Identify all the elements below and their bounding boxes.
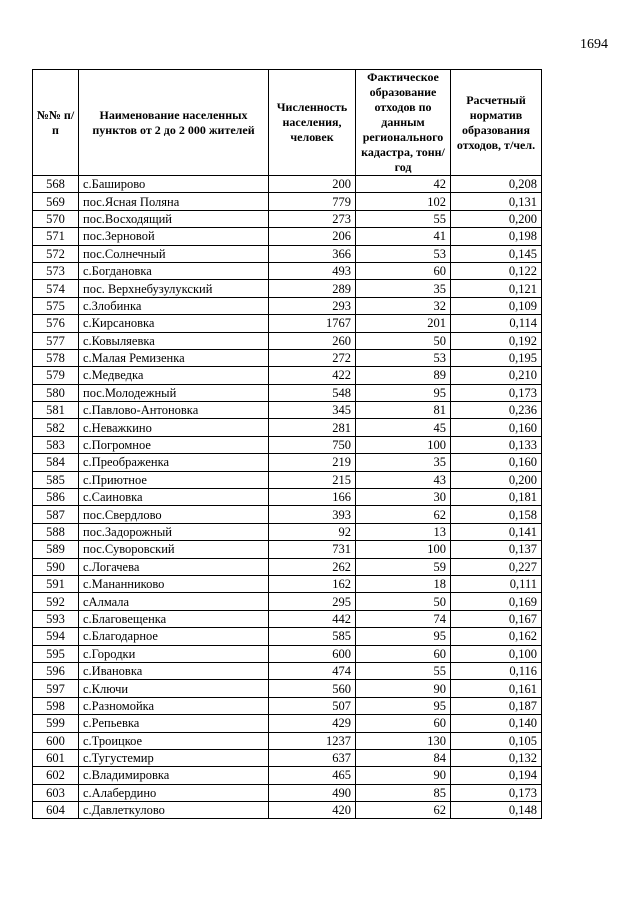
actual-waste-cell: 60 [356, 262, 451, 279]
actual-waste-cell: 32 [356, 297, 451, 314]
table-row [33, 575, 542, 592]
actual-waste-cell: 60 [356, 645, 451, 662]
table-row [33, 402, 542, 419]
table-row [33, 436, 542, 453]
waste-norm-cell: 0,195 [451, 349, 542, 366]
row-number-cell: 579 [33, 367, 79, 384]
table-row [33, 593, 542, 610]
row-number-cell: 582 [33, 419, 79, 436]
settlement-name-cell: пос.Восходящий [79, 210, 269, 227]
row-number-cell: 588 [33, 523, 79, 540]
settlement-name-cell: с.Троицкое [79, 732, 269, 749]
actual-waste-cell: 90 [356, 680, 451, 697]
waste-norm-cell: 0,169 [451, 593, 542, 610]
row-number-cell: 568 [33, 176, 79, 193]
row-number-cell: 578 [33, 349, 79, 366]
row-number-cell: 574 [33, 280, 79, 297]
population-cell: 295 [269, 593, 356, 610]
actual-waste-cell: 81 [356, 402, 451, 419]
population-cell: 289 [269, 280, 356, 297]
population-cell: 493 [269, 262, 356, 279]
waste-norm-cell: 0,200 [451, 471, 542, 488]
actual-waste-cell: 85 [356, 784, 451, 801]
population-cell: 585 [269, 628, 356, 645]
row-number-cell: 576 [33, 315, 79, 332]
waste-norm-cell: 0,167 [451, 610, 542, 627]
waste-norm-cell: 0,133 [451, 436, 542, 453]
table-row [33, 767, 542, 784]
settlement-name-cell: с.Злобинка [79, 297, 269, 314]
population-cell: 1237 [269, 732, 356, 749]
header-waste-norm: Расчетный норматив образования отходов, т/чел. [451, 70, 542, 176]
waste-norm-cell: 0,145 [451, 245, 542, 262]
population-cell: 260 [269, 332, 356, 349]
waste-norm-cell: 0,173 [451, 784, 542, 801]
actual-waste-cell: 74 [356, 610, 451, 627]
table-row [33, 523, 542, 540]
population-cell: 548 [269, 384, 356, 401]
population-cell: 507 [269, 697, 356, 714]
waste-norm-cell: 0,116 [451, 662, 542, 679]
actual-waste-cell: 130 [356, 732, 451, 749]
population-cell: 393 [269, 506, 356, 523]
population-cell: 272 [269, 349, 356, 366]
row-number-cell: 577 [33, 332, 79, 349]
table-row [33, 280, 542, 297]
row-number-cell: 581 [33, 402, 79, 419]
waste-norm-cell: 0,148 [451, 802, 542, 819]
table-row [33, 315, 542, 332]
population-cell: 429 [269, 715, 356, 732]
settlement-name-cell: с.Алабердино [79, 784, 269, 801]
actual-waste-cell: 59 [356, 558, 451, 575]
waste-norm-cell: 0,160 [451, 419, 542, 436]
population-cell: 637 [269, 749, 356, 766]
population-cell: 206 [269, 228, 356, 245]
population-cell: 366 [269, 245, 356, 262]
settlement-name-cell: с.Мананниково [79, 575, 269, 592]
waste-norm-cell: 0,161 [451, 680, 542, 697]
population-cell: 442 [269, 610, 356, 627]
waste-norm-cell: 0,131 [451, 193, 542, 210]
settlement-name-cell: с.Павлово-Антоновка [79, 402, 269, 419]
row-number-cell: 589 [33, 541, 79, 558]
settlement-name-cell: пос.Суворовский [79, 541, 269, 558]
actual-waste-cell: 13 [356, 523, 451, 540]
population-cell: 273 [269, 210, 356, 227]
settlement-name-cell: с.Медведка [79, 367, 269, 384]
settlement-name-cell: с.Богдановка [79, 262, 269, 279]
waste-norm-cell: 0,140 [451, 715, 542, 732]
table-row [33, 784, 542, 801]
waste-norm-cell: 0,187 [451, 697, 542, 714]
table-row [33, 176, 542, 193]
actual-waste-cell: 102 [356, 193, 451, 210]
settlement-name-cell: с.Городки [79, 645, 269, 662]
settlement-name-cell: с.Разномойка [79, 697, 269, 714]
actual-waste-cell: 53 [356, 349, 451, 366]
population-cell: 750 [269, 436, 356, 453]
actual-waste-cell: 50 [356, 593, 451, 610]
settlement-name-cell: с.Саиновка [79, 489, 269, 506]
actual-waste-cell: 41 [356, 228, 451, 245]
population-cell: 465 [269, 767, 356, 784]
row-number-cell: 601 [33, 749, 79, 766]
settlement-name-cell: пос.Задорожный [79, 523, 269, 540]
population-cell: 1767 [269, 315, 356, 332]
header-actual-waste: Фактическое образование отходов по данным регионального кадастра, тонн/год [356, 70, 451, 176]
population-cell: 166 [269, 489, 356, 506]
settlement-name-cell: с.Логачева [79, 558, 269, 575]
waste-norm-cell: 0,208 [451, 176, 542, 193]
settlement-name-cell: с.Ключи [79, 680, 269, 697]
settlement-name-cell: с.Благодарное [79, 628, 269, 645]
actual-waste-cell: 84 [356, 749, 451, 766]
actual-waste-cell: 35 [356, 454, 451, 471]
row-number-cell: 598 [33, 697, 79, 714]
table-row [33, 697, 542, 714]
table-row [33, 715, 542, 732]
settlement-name-cell: пос.Молодежный [79, 384, 269, 401]
row-number-cell: 575 [33, 297, 79, 314]
waste-norm-cell: 0,105 [451, 732, 542, 749]
table-row [33, 732, 542, 749]
waste-norm-cell: 0,236 [451, 402, 542, 419]
waste-norm-cell: 0,114 [451, 315, 542, 332]
actual-waste-cell: 201 [356, 315, 451, 332]
waste-norm-cell: 0,210 [451, 367, 542, 384]
population-cell: 474 [269, 662, 356, 679]
table-row [33, 541, 542, 558]
settlement-name-cell: с.Приютное [79, 471, 269, 488]
settlement-name-cell: с.Неважкино [79, 419, 269, 436]
row-number-cell: 592 [33, 593, 79, 610]
actual-waste-cell: 45 [356, 419, 451, 436]
actual-waste-cell: 35 [356, 280, 451, 297]
row-number-cell: 571 [33, 228, 79, 245]
settlement-name-cell: с.Давлеткулово [79, 802, 269, 819]
settlement-name-cell: с.Преображенка [79, 454, 269, 471]
settlement-name-cell: с.Малая Ремизенка [79, 349, 269, 366]
row-number-cell: 599 [33, 715, 79, 732]
population-cell: 345 [269, 402, 356, 419]
table-row [33, 558, 542, 575]
row-number-cell: 597 [33, 680, 79, 697]
table-row [33, 245, 542, 262]
row-number-cell: 604 [33, 802, 79, 819]
population-cell: 262 [269, 558, 356, 575]
waste-norm-cell: 0,158 [451, 506, 542, 523]
actual-waste-cell: 53 [356, 245, 451, 262]
actual-waste-cell: 90 [356, 767, 451, 784]
table-row [33, 297, 542, 314]
table-body [33, 176, 542, 819]
row-number-cell: 595 [33, 645, 79, 662]
table-row [33, 662, 542, 679]
population-cell: 92 [269, 523, 356, 540]
population-cell: 420 [269, 802, 356, 819]
table-row [33, 506, 542, 523]
row-number-cell: 594 [33, 628, 79, 645]
row-number-cell: 584 [33, 454, 79, 471]
row-number-cell: 586 [33, 489, 79, 506]
table-row [33, 193, 542, 210]
row-number-cell: 587 [33, 506, 79, 523]
waste-norm-cell: 0,122 [451, 262, 542, 279]
population-cell: 600 [269, 645, 356, 662]
actual-waste-cell: 100 [356, 541, 451, 558]
settlement-name-cell: пос.Зерновой [79, 228, 269, 245]
population-cell: 422 [269, 367, 356, 384]
settlement-name-cell: сАлмала [79, 593, 269, 610]
page-number: 1694 [580, 37, 608, 52]
actual-waste-cell: 60 [356, 715, 451, 732]
waste-norm-cell: 0,173 [451, 384, 542, 401]
settlement-name-cell: пос.Свердлово [79, 506, 269, 523]
settlement-name-cell: с.Тугустемир [79, 749, 269, 766]
population-cell: 779 [269, 193, 356, 210]
population-cell: 215 [269, 471, 356, 488]
row-number-cell: 603 [33, 784, 79, 801]
settlement-name-cell: с.Благовещенка [79, 610, 269, 627]
population-cell: 490 [269, 784, 356, 801]
population-cell: 200 [269, 176, 356, 193]
table-row [33, 610, 542, 627]
table-row [33, 384, 542, 401]
row-number-cell: 570 [33, 210, 79, 227]
table-row [33, 802, 542, 819]
waste-norm-cell: 0,160 [451, 454, 542, 471]
table-row [33, 749, 542, 766]
waste-norm-cell: 0,132 [451, 749, 542, 766]
waste-norm-cell: 0,192 [451, 332, 542, 349]
settlement-name-cell: пос. Верхнебузулукский [79, 280, 269, 297]
row-number-cell: 569 [33, 193, 79, 210]
table-row [33, 628, 542, 645]
waste-norm-cell: 0,181 [451, 489, 542, 506]
waste-norm-cell: 0,109 [451, 297, 542, 314]
waste-norm-table [32, 69, 542, 819]
population-cell: 281 [269, 419, 356, 436]
header-number: №№ п/п [33, 70, 79, 176]
settlement-name-cell: пос.Ясная Поляна [79, 193, 269, 210]
actual-waste-cell: 89 [356, 367, 451, 384]
waste-norm-cell: 0,162 [451, 628, 542, 645]
population-cell: 162 [269, 575, 356, 592]
population-cell: 219 [269, 454, 356, 471]
table-row [33, 489, 542, 506]
table-row [33, 262, 542, 279]
table-header-row [33, 70, 542, 176]
row-number-cell: 573 [33, 262, 79, 279]
actual-waste-cell: 62 [356, 506, 451, 523]
table-row [33, 367, 542, 384]
actual-waste-cell: 42 [356, 176, 451, 193]
row-number-cell: 585 [33, 471, 79, 488]
header-settlement-name: Наименование населенных пунктов от 2 до 2 000 жителей [79, 70, 269, 176]
actual-waste-cell: 50 [356, 332, 451, 349]
settlement-name-cell: с.Кирсановка [79, 315, 269, 332]
row-number-cell: 590 [33, 558, 79, 575]
row-number-cell: 602 [33, 767, 79, 784]
population-cell: 731 [269, 541, 356, 558]
settlement-name-cell: с.Ковыляевка [79, 332, 269, 349]
table-row [33, 471, 542, 488]
settlement-name-cell: с.Репьевка [79, 715, 269, 732]
row-number-cell: 591 [33, 575, 79, 592]
actual-waste-cell: 18 [356, 575, 451, 592]
header-population: Численность населения, человек [269, 70, 356, 176]
row-number-cell: 580 [33, 384, 79, 401]
table-row [33, 645, 542, 662]
waste-norm-cell: 0,100 [451, 645, 542, 662]
table-row [33, 228, 542, 245]
settlement-name-cell: с.Владимировка [79, 767, 269, 784]
settlement-name-cell: с.Погромное [79, 436, 269, 453]
actual-waste-cell: 62 [356, 802, 451, 819]
waste-norm-cell: 0,227 [451, 558, 542, 575]
actual-waste-cell: 95 [356, 628, 451, 645]
waste-norm-cell: 0,200 [451, 210, 542, 227]
actual-waste-cell: 55 [356, 662, 451, 679]
waste-norm-cell: 0,121 [451, 280, 542, 297]
table-row [33, 349, 542, 366]
table-row [33, 454, 542, 471]
settlement-name-cell: пос.Солнечный [79, 245, 269, 262]
table-row [33, 419, 542, 436]
waste-norm-cell: 0,137 [451, 541, 542, 558]
actual-waste-cell: 55 [356, 210, 451, 227]
waste-norm-cell: 0,194 [451, 767, 542, 784]
actual-waste-cell: 43 [356, 471, 451, 488]
row-number-cell: 600 [33, 732, 79, 749]
population-cell: 560 [269, 680, 356, 697]
row-number-cell: 583 [33, 436, 79, 453]
row-number-cell: 572 [33, 245, 79, 262]
waste-norm-cell: 0,141 [451, 523, 542, 540]
table-row [33, 680, 542, 697]
waste-norm-cell: 0,111 [451, 575, 542, 592]
table-row [33, 332, 542, 349]
actual-waste-cell: 30 [356, 489, 451, 506]
settlement-name-cell: с.Ивановка [79, 662, 269, 679]
settlement-name-cell: с.Баширово [79, 176, 269, 193]
population-cell: 293 [269, 297, 356, 314]
actual-waste-cell: 95 [356, 384, 451, 401]
row-number-cell: 593 [33, 610, 79, 627]
actual-waste-cell: 95 [356, 697, 451, 714]
actual-waste-cell: 100 [356, 436, 451, 453]
row-number-cell: 596 [33, 662, 79, 679]
waste-norm-cell: 0,198 [451, 228, 542, 245]
table-row [33, 210, 542, 227]
